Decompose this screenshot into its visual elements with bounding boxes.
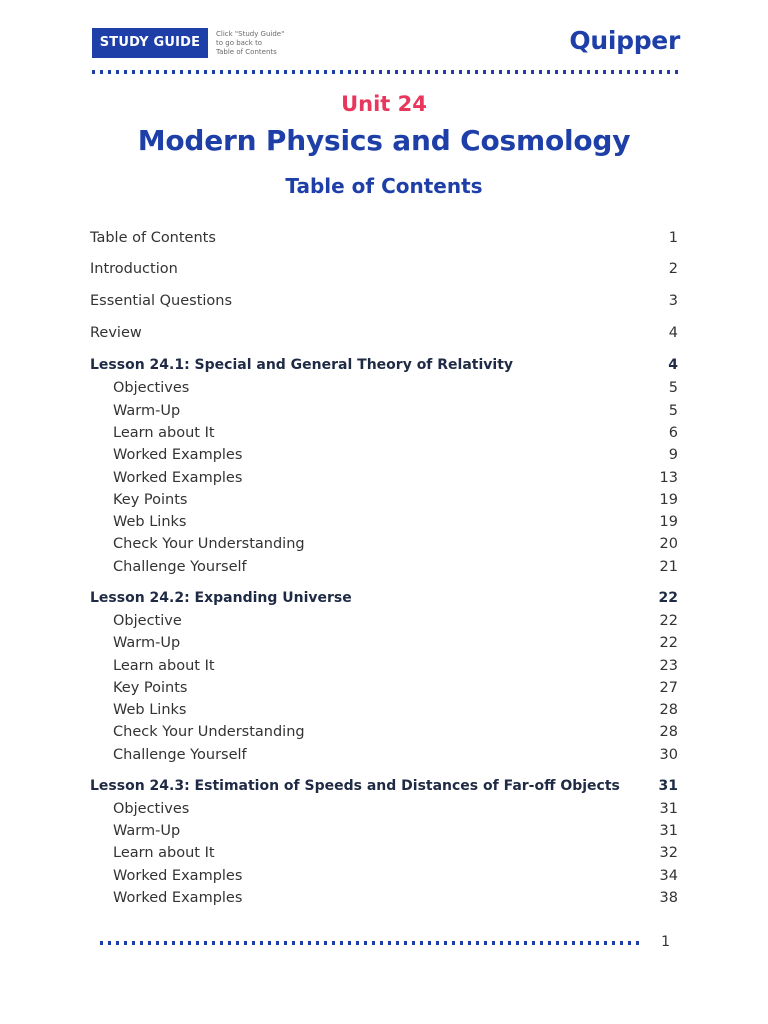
toc-entry-label: Challenge Yourself xyxy=(113,559,247,575)
divider-dot xyxy=(531,70,534,74)
divider-dot xyxy=(140,941,143,945)
toc-entry-label: Warm-Up xyxy=(113,823,181,839)
divider-dot xyxy=(108,70,111,74)
divider-dot xyxy=(515,70,518,74)
toc-entry-label: Web Links xyxy=(113,514,187,530)
divider-dot xyxy=(220,941,223,945)
divider-dot xyxy=(355,70,358,74)
divider-dot xyxy=(204,70,207,74)
toc-entry[interactable] xyxy=(90,744,678,766)
divider-dot xyxy=(476,941,479,945)
divider-dot xyxy=(643,70,646,74)
toc-entry-label: Objectives xyxy=(113,380,190,396)
divider-dot xyxy=(596,941,599,945)
divider-dot xyxy=(188,70,191,74)
toc-entry[interactable] xyxy=(90,556,678,578)
divider-dot xyxy=(571,70,574,74)
toc-entry[interactable] xyxy=(90,400,678,422)
toc-entry[interactable] xyxy=(90,632,678,654)
toc-entry-page: 9 xyxy=(668,447,678,463)
toc-entry[interactable] xyxy=(90,377,678,399)
divider-dot xyxy=(148,70,151,74)
divider-dot xyxy=(316,941,319,945)
divider-dot xyxy=(667,70,670,74)
divider-dot xyxy=(588,941,591,945)
divider-dot xyxy=(196,941,199,945)
divider-dot xyxy=(436,941,439,945)
toc-entry-label: Table of Contents xyxy=(90,230,216,246)
toc-entry-page: 28 xyxy=(659,724,678,740)
toc-entry[interactable] xyxy=(90,865,678,887)
toc-entry[interactable] xyxy=(90,798,678,820)
page-number: 1 xyxy=(661,934,670,950)
divider-dot xyxy=(180,70,183,74)
toc-entry-label: Objectives xyxy=(113,801,190,817)
divider-dot xyxy=(499,70,502,74)
divider-dot xyxy=(228,70,231,74)
divider-dot xyxy=(411,70,414,74)
toc-entry-page: 5 xyxy=(668,403,678,419)
divider-dot xyxy=(507,70,510,74)
toc-entry-label: Introduction xyxy=(90,261,178,277)
toc-entry-page: 1 xyxy=(668,230,678,246)
divider-dot xyxy=(252,70,255,74)
divider-dot xyxy=(212,941,215,945)
divider-dot xyxy=(340,941,343,945)
divider-dot xyxy=(404,941,407,945)
toc-entry-label: Worked Examples xyxy=(113,890,243,906)
divider-dot xyxy=(532,941,535,945)
divider-dot xyxy=(468,941,471,945)
toc-entry-label: Learn about It xyxy=(113,658,215,674)
divider-dot xyxy=(92,70,95,74)
divider-dot xyxy=(564,941,567,945)
toc-lesson-entry[interactable] xyxy=(90,354,678,376)
toc-entry-page: 19 xyxy=(659,514,678,530)
divider-dot xyxy=(636,941,639,945)
divider-dot xyxy=(316,70,319,74)
toc-entry[interactable] xyxy=(90,721,678,743)
divider-dot xyxy=(268,941,271,945)
divider-dot xyxy=(443,70,446,74)
divider-dot xyxy=(364,941,367,945)
divider-dot xyxy=(379,70,382,74)
toc-entry[interactable] xyxy=(90,699,678,721)
divider-dot xyxy=(500,941,503,945)
divider-dot xyxy=(395,70,398,74)
divider-dot xyxy=(460,941,463,945)
divider-dot xyxy=(324,941,327,945)
toc-entry-label: Worked Examples xyxy=(113,470,243,486)
divider-dot xyxy=(308,70,311,74)
divider-dot xyxy=(332,941,335,945)
divider-dot xyxy=(403,70,406,74)
divider-dot xyxy=(396,941,399,945)
toc-lesson-entry[interactable] xyxy=(90,587,678,609)
divider-dot xyxy=(524,941,527,945)
divider-dot xyxy=(260,941,263,945)
divider-dot xyxy=(116,70,119,74)
divider-dot xyxy=(444,941,447,945)
toc-entry-page: 32 xyxy=(659,845,678,861)
divider-dot xyxy=(540,941,543,945)
divider-dot xyxy=(132,70,135,74)
divider-dot xyxy=(300,941,303,945)
toc-entry-label: Learn about It xyxy=(113,425,215,441)
divider-dot xyxy=(611,70,614,74)
toc-entry-page: 31 xyxy=(659,801,678,817)
divider-dot xyxy=(491,70,494,74)
divider-dot xyxy=(587,70,590,74)
divider-dot xyxy=(340,70,343,74)
divider-dot xyxy=(555,70,558,74)
divider-dot xyxy=(523,70,526,74)
toc-entry-label: Review xyxy=(90,325,142,341)
divider-dot xyxy=(300,70,303,74)
divider-dot xyxy=(244,941,247,945)
divider-dot xyxy=(572,941,575,945)
toc-entry-page: 28 xyxy=(659,702,678,718)
divider-dot xyxy=(451,70,454,74)
divider-dot xyxy=(284,941,287,945)
hint-line: Table of Contents xyxy=(216,48,277,56)
toc-entry[interactable] xyxy=(90,820,678,842)
divider-dot xyxy=(244,70,247,74)
divider-dot xyxy=(156,70,159,74)
divider-dot xyxy=(132,941,135,945)
divider-dot xyxy=(548,941,551,945)
divider-dot xyxy=(387,70,390,74)
divider-dot xyxy=(420,941,423,945)
toc-entry[interactable] xyxy=(90,444,678,466)
divider-dot xyxy=(164,70,167,74)
header-dotted-divider xyxy=(92,70,678,74)
divider-dot xyxy=(100,70,103,74)
toc-entry[interactable] xyxy=(90,610,678,632)
divider-dot xyxy=(363,70,366,74)
divider-dot xyxy=(579,70,582,74)
page-title: Modern Physics and Cosmology xyxy=(137,124,631,157)
toc-entry-label: Warm-Up xyxy=(113,403,181,419)
divider-dot xyxy=(388,941,391,945)
divider-dot xyxy=(508,941,511,945)
divider-dot xyxy=(308,941,311,945)
divider-dot xyxy=(332,70,335,74)
toc-entry-page: 13 xyxy=(659,470,678,486)
toc-entry-label: Challenge Yourself xyxy=(113,747,247,763)
divider-dot xyxy=(324,70,327,74)
divider-dot xyxy=(284,70,287,74)
toc-entry-label: Web Links xyxy=(113,702,187,718)
divider-dot xyxy=(228,941,231,945)
divider-dot xyxy=(452,941,455,945)
divider-dot xyxy=(484,941,487,945)
toc-entry[interactable] xyxy=(90,258,678,280)
divider-dot xyxy=(372,941,375,945)
toc-entry-label: Lesson 24.3: Estimation of Speeds and Distances of Far-off Objects xyxy=(90,778,620,794)
toc-entry-label: Lesson 24.2: Expanding Universe xyxy=(90,590,352,606)
divider-dot xyxy=(124,70,127,74)
toc-entry-label: Objective xyxy=(113,613,182,629)
divider-dot xyxy=(348,70,351,74)
divider-dot xyxy=(627,70,630,74)
toc-entry[interactable] xyxy=(90,842,678,864)
toc-entry-page: 4 xyxy=(668,357,678,373)
toc-entry-page: 6 xyxy=(668,425,678,441)
divider-dot xyxy=(547,70,550,74)
toc-entry[interactable] xyxy=(90,677,678,699)
divider-dot xyxy=(172,70,175,74)
divider-dot xyxy=(236,941,239,945)
divider-dot xyxy=(236,70,239,74)
toc-entry[interactable] xyxy=(90,511,678,533)
divider-dot xyxy=(380,941,383,945)
divider-dot xyxy=(356,941,359,945)
divider-dot xyxy=(604,941,607,945)
divider-dot xyxy=(635,70,638,74)
divider-dot xyxy=(148,941,151,945)
toc-entry-page: 27 xyxy=(659,680,678,696)
divider-dot xyxy=(292,70,295,74)
toc-entry-label: Check Your Understanding xyxy=(113,724,305,740)
divider-dot xyxy=(292,941,295,945)
divider-dot xyxy=(435,70,438,74)
divider-dot xyxy=(612,941,615,945)
divider-dot xyxy=(188,941,191,945)
toc-entry-label: Worked Examples xyxy=(113,447,243,463)
divider-dot xyxy=(428,941,431,945)
divider-dot xyxy=(276,70,279,74)
divider-dot xyxy=(412,941,415,945)
toc-entry-page: 38 xyxy=(659,890,678,906)
toc-entry[interactable] xyxy=(90,655,678,677)
unit-label: Unit 24 xyxy=(341,92,427,116)
toc-entry-page: 22 xyxy=(658,590,678,606)
toc-heading: Table of Contents xyxy=(285,174,483,198)
toc-lesson-entry[interactable] xyxy=(90,775,678,797)
toc-entry-label: Learn about It xyxy=(113,845,215,861)
toc-entry-page: 5 xyxy=(668,380,678,396)
toc-entry-page: 31 xyxy=(658,778,678,794)
divider-dot xyxy=(268,70,271,74)
divider-dot xyxy=(595,70,598,74)
hint-line: to go back to xyxy=(216,39,263,47)
study-guide-hint xyxy=(216,30,306,57)
divider-dot xyxy=(100,941,103,945)
divider-dot xyxy=(427,70,430,74)
divider-dot xyxy=(492,941,495,945)
toc-entry-label: Check Your Understanding xyxy=(113,536,305,552)
toc-entry-page: 19 xyxy=(659,492,678,508)
divider-dot xyxy=(483,70,486,74)
divider-dot xyxy=(124,941,127,945)
divider-dot xyxy=(459,70,462,74)
toc-entry-page: 34 xyxy=(659,868,678,884)
divider-dot xyxy=(348,941,351,945)
toc-entry[interactable] xyxy=(90,533,678,555)
divider-dot xyxy=(467,70,470,74)
toc-entry-label: Essential Questions xyxy=(90,293,233,309)
divider-dot xyxy=(204,941,207,945)
toc-entry-label: Lesson 24.1: Special and General Theory of Relativity xyxy=(90,357,514,373)
divider-dot xyxy=(620,941,623,945)
divider-dot xyxy=(196,70,199,74)
divider-dot xyxy=(563,70,566,74)
toc-entry[interactable] xyxy=(90,467,678,489)
toc-entry-label: Key Points xyxy=(113,492,188,508)
toc-entry-page: 30 xyxy=(659,747,678,763)
toc-entry[interactable] xyxy=(90,887,678,909)
divider-dot xyxy=(172,941,175,945)
toc-entry-page: 22 xyxy=(659,613,678,629)
divider-dot xyxy=(108,941,111,945)
toc-entry-label: Key Points xyxy=(113,680,188,696)
divider-dot xyxy=(580,941,583,945)
divider-dot xyxy=(419,70,422,74)
divider-dot xyxy=(651,70,654,74)
toc-entry-page: 3 xyxy=(668,293,678,309)
toc-entry-page: 20 xyxy=(659,536,678,552)
toc-entry-page: 31 xyxy=(659,823,678,839)
divider-dot xyxy=(220,70,223,74)
toc-entry-page: 23 xyxy=(659,658,678,674)
divider-dot xyxy=(675,70,678,74)
toc-entry[interactable] xyxy=(90,422,678,444)
toc-entry[interactable] xyxy=(90,322,678,344)
divider-dot xyxy=(212,70,215,74)
divider-dot xyxy=(603,70,606,74)
divider-dot xyxy=(539,70,542,74)
divider-dot xyxy=(659,70,662,74)
divider-dot xyxy=(276,941,279,945)
divider-dot xyxy=(260,70,263,74)
toc-entry-page: 4 xyxy=(668,325,678,341)
divider-dot xyxy=(371,70,374,74)
toc-entry-page: 22 xyxy=(659,635,678,651)
toc-entry-label: Worked Examples xyxy=(113,868,243,884)
divider-dot xyxy=(556,941,559,945)
divider-dot xyxy=(619,70,622,74)
toc-entry-page: 2 xyxy=(668,261,678,277)
divider-dot xyxy=(180,941,183,945)
divider-dot xyxy=(116,941,119,945)
divider-dot xyxy=(140,70,143,74)
divider-dot xyxy=(516,941,519,945)
toc-entry-page: 21 xyxy=(659,559,678,575)
toc-entry[interactable] xyxy=(90,489,678,511)
footer-dotted-divider xyxy=(100,941,640,945)
divider-dot xyxy=(156,941,159,945)
quipper-logo: Quipper xyxy=(569,26,680,55)
divider-dot xyxy=(252,941,255,945)
toc-entry-label: Warm-Up xyxy=(113,635,181,651)
hint-line: Click "Study Guide" xyxy=(216,30,285,38)
toc-entry[interactable] xyxy=(90,227,678,249)
toc-entry[interactable] xyxy=(90,290,678,312)
divider-dot xyxy=(628,941,631,945)
divider-dot xyxy=(164,941,167,945)
divider-dot xyxy=(475,70,478,74)
study-guide-button[interactable]: STUDY GUIDE xyxy=(92,28,208,58)
